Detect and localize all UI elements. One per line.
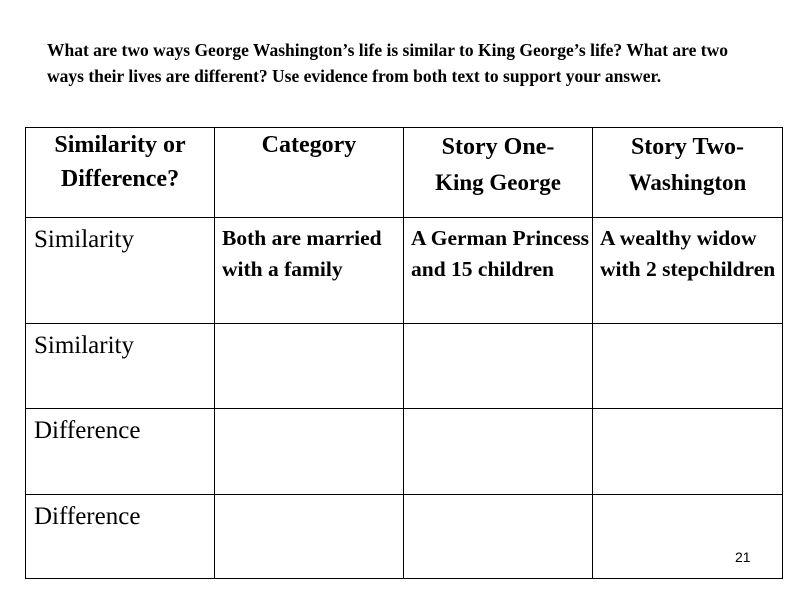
page-number: 21 bbox=[735, 549, 751, 565]
question-prompt: What are two ways George Washington’s life is similar to King George’s life? What are two ways their lives are different? Use evidence from both text to support your answer. bbox=[47, 40, 728, 86]
story-two-cell[interactable] bbox=[593, 324, 783, 409]
table-row bbox=[26, 409, 783, 495]
table-row bbox=[26, 324, 783, 409]
header-line: Difference? bbox=[60, 166, 180, 192]
category-cell[interactable] bbox=[215, 324, 404, 409]
header-line: Story One- bbox=[441, 134, 555, 160]
header-category bbox=[215, 128, 404, 218]
story-one-cell[interactable]: A German Princess and 15 children bbox=[404, 218, 593, 324]
row-type-cell: Difference bbox=[26, 409, 215, 495]
story-one-cell[interactable] bbox=[404, 324, 593, 409]
category-cell[interactable]: Both are married with a family bbox=[215, 218, 404, 324]
story-one-cell[interactable] bbox=[404, 495, 593, 579]
row-type-cell: Similarity bbox=[26, 218, 215, 324]
row-type-cell: Difference bbox=[26, 495, 215, 579]
table-header-row bbox=[26, 128, 783, 218]
header-story-one bbox=[404, 128, 593, 218]
story-one-cell[interactable] bbox=[404, 409, 593, 495]
header-line: King George bbox=[435, 170, 561, 195]
comparison-table bbox=[25, 127, 783, 579]
header-similarity-or-difference bbox=[26, 128, 215, 218]
row-type-cell: Similarity bbox=[26, 324, 215, 409]
header-line: Story Two- bbox=[630, 134, 745, 160]
story-two-cell[interactable] bbox=[593, 409, 783, 495]
category-cell[interactable] bbox=[215, 495, 404, 579]
story-two-cell[interactable]: A wealthy widow with 2 stepchildren bbox=[593, 218, 783, 324]
table-row bbox=[26, 218, 783, 324]
header-line: Washington bbox=[628, 170, 747, 195]
table-row bbox=[26, 495, 783, 579]
header-story-two bbox=[593, 128, 783, 218]
header-line: Similarity or bbox=[54, 132, 186, 158]
header-line: Category bbox=[261, 132, 357, 158]
category-cell[interactable] bbox=[215, 409, 404, 495]
story-two-cell[interactable] bbox=[593, 495, 783, 579]
